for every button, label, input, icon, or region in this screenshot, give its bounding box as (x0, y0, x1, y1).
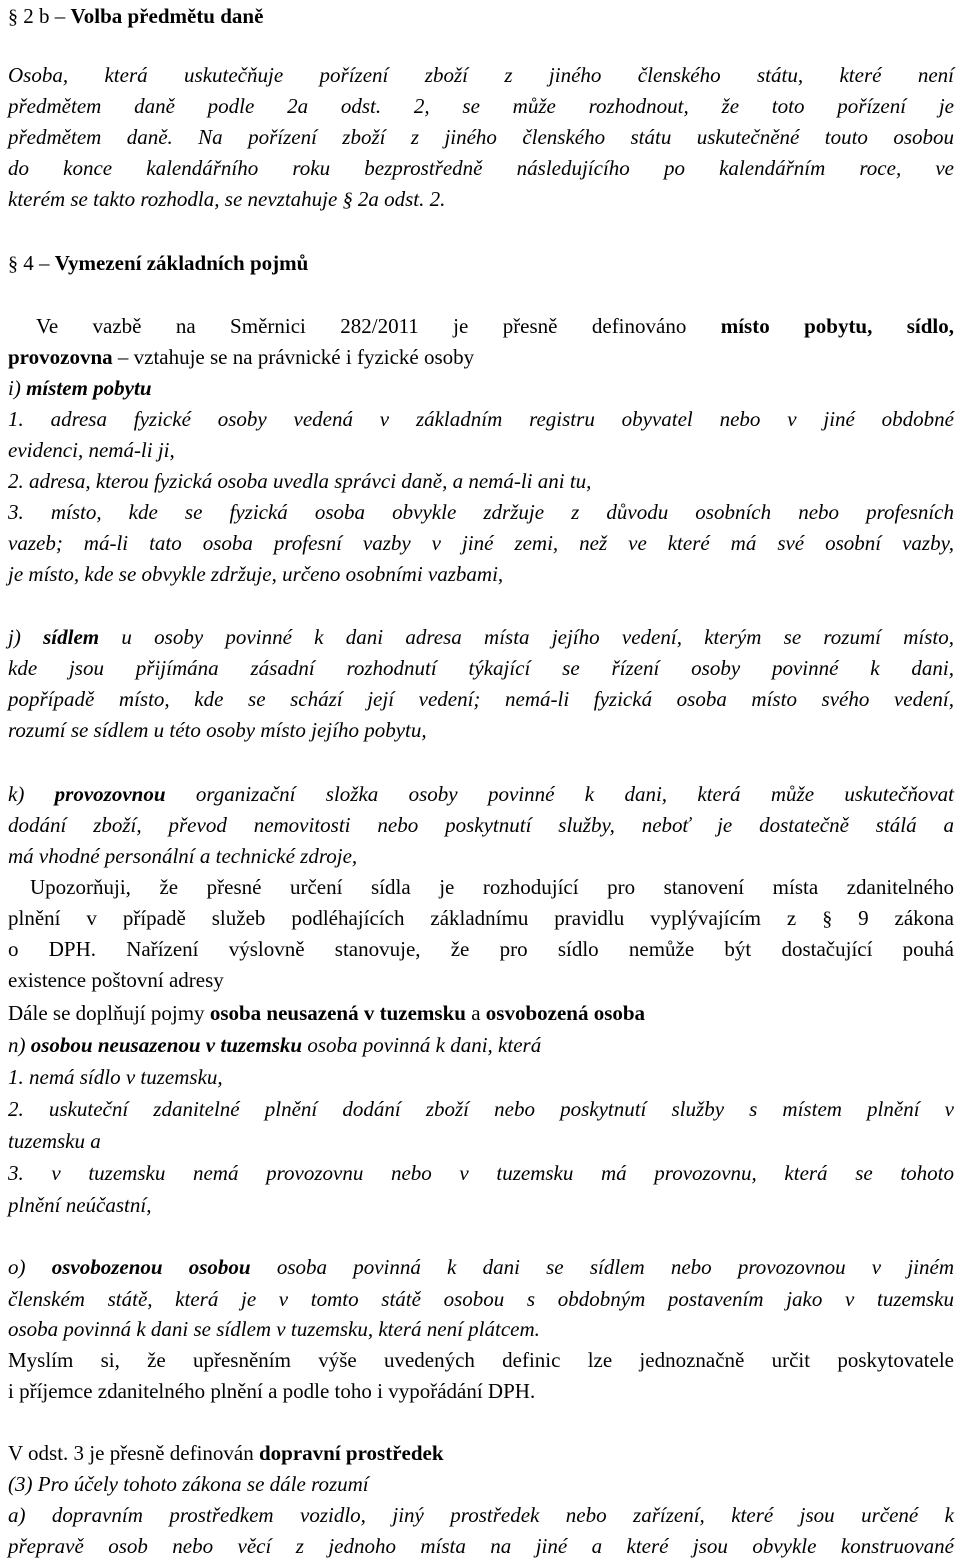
paragraph-line: členském státě, která je v tomto státě osobou s obdobným postavením jako v tuzemsku (8, 1287, 954, 1311)
paragraph-line: 2. adresa, kterou fyzická osoba uvedla správci daně, a nemá-li ani tu, (8, 469, 592, 493)
definition-heading (8, 1254, 954, 1280)
text: 9 zákona (832, 906, 955, 930)
bold-term: místem pobytu (26, 376, 152, 400)
text: osoba povinná k dani, která (302, 1033, 542, 1057)
paragraph-line: přepravě osob nebo věcí z jednoho místa na jiné a které jsou obvykle konstruované (8, 1534, 954, 1558)
paragraph-line: popřípadě místo, kde se schází její vedení; nemá-li fyzická osoba místo svého vedení, (8, 687, 954, 711)
paragraph-line: 1. nemá sídlo v tuzemsku, (8, 1065, 223, 1089)
paragraph-line: i příjemce zdanitelného plnění a podle toho i vypořádání DPH. (8, 1379, 536, 1403)
paragraph-line: existence poštovní adresy (8, 968, 224, 992)
definition-heading (8, 1032, 954, 1058)
paragraph-line: 3. místo, kde se fyzická osoba obvykle zdržuje z důvodu osobních nebo profesních (8, 500, 954, 524)
paragraph-line: je místo, kde se obvykle zdržuje, určeno osobními vazbami, (8, 562, 504, 586)
text: a (465, 1001, 486, 1025)
text: k) (8, 782, 55, 806)
text: n) (8, 1033, 31, 1057)
text: – vztahuje se na právnické i fyzické osoby (112, 345, 475, 369)
text: plnění v případě služeb podléhajících základnímu pravidlu vyplývajícím z (8, 906, 823, 930)
text: Dále se doplňují pojmy (8, 1001, 210, 1025)
bold-term: osobou neusazenou v tuzemsku (30, 1033, 303, 1057)
text: u osoby povinné k dani adresa místa jejího vedení, kterým se rozumí místo, (99, 625, 955, 649)
section-number: 4 – (18, 251, 55, 275)
paragraph-line (8, 186, 954, 212)
paragraph-line: evidenci, nemá-li ji, (8, 438, 175, 462)
section-sign: § (342, 189, 353, 211)
paragraph-line: osoba povinná k dani se sídlem v tuzemsku, která není plátcem. (8, 1317, 540, 1341)
section-heading-4 (8, 250, 954, 276)
bold-term: osvobozená osoba (485, 1001, 646, 1025)
definition-heading (8, 375, 954, 401)
text: kterém se takto rozhodla, se nevztahuje (8, 187, 343, 211)
paragraph-line: (3) Pro účely tohoto zákona se dále rozumí (8, 1472, 369, 1496)
paragraph-line: 1. adresa fyzické osoby vedená v základním registru obyvatel nebo v jiné obdobné (8, 407, 954, 431)
paragraph-line (8, 344, 954, 370)
section-number: 2 b – (23, 4, 71, 28)
paragraph-line: má vhodné personální a technické zdroje, (8, 844, 358, 868)
paragraph-line: Upozorňuji, že přesné určení sídla je rozhodující pro stanovení místa zdanitelného (30, 875, 954, 899)
text: osoba povinná k dani se sídlem nebo provozovnou v jiném (250, 1255, 954, 1279)
paragraph-line (36, 313, 954, 339)
section-sign: § (8, 253, 18, 275)
text: j) (8, 625, 44, 649)
text: organizační složka osoby povinné k dani, která může uskutečňovat (165, 782, 954, 806)
section-title: Volba předmětu daně (70, 4, 264, 28)
paragraph-line: rozumí se sídlem u této osoby místo jejího pobytu, (8, 718, 427, 742)
paragraph-line: dodání zboží, převod nemovitosti nebo poskytnutí služby, neboť je dostatečně stálá a (8, 813, 954, 837)
paragraph-line: 2. uskuteční zdanitelné plnění dodání zboží nebo poskytnutí služby s místem plnění v (8, 1097, 954, 1121)
text: 2a odst. 2. (352, 187, 446, 211)
paragraph-line: o DPH. Nařízení výslovně stanovuje, že pro sídlo nemůže být dostačující pouhá (8, 937, 954, 961)
paragraph-line: do konce kalendářního roku bezprostředně následujícího po kalendářním roce, ve (8, 156, 954, 180)
section-title: Vymezení základních pojmů (54, 251, 309, 275)
paragraph-line: Myslím si, že upřesněním výše uvedených definic lze jednoznačně určit poskytovatele (8, 1348, 954, 1372)
paragraph-line (8, 1000, 954, 1026)
section-sign: § (8, 6, 18, 28)
paragraph-line: předmětem daně podle 2a odst. 2, se může rozhodnout, že toto pořízení je (8, 94, 954, 118)
bold-term: provozovnou (54, 782, 166, 806)
section-sign: § (822, 908, 833, 930)
bold-term: dopravní prostředek (258, 1441, 444, 1465)
paragraph-line (8, 905, 954, 931)
definition-heading (8, 781, 954, 807)
definition-heading (8, 624, 954, 650)
bold-term: provozovna (8, 345, 113, 369)
text: V odst. 3 je přesně definován (8, 1441, 259, 1465)
paragraph-line: a) dopravním prostředkem vozidlo, jiný prostředek nebo zařízení, které jsou určené k (8, 1503, 954, 1527)
bold-term: sídlem (43, 625, 100, 649)
paragraph-line (8, 1440, 954, 1466)
paragraph-line: 3. v tuzemsku nemá provozovnu nebo v tuzemsku má provozovnu, která se tohoto (8, 1161, 954, 1185)
text: o) (8, 1255, 52, 1279)
paragraph-line: plnění neúčastní, (8, 1193, 152, 1217)
bold-term: osvobozenou osobou (51, 1255, 251, 1279)
bold-term: místo pobytu, sídlo, (720, 314, 955, 338)
paragraph-line: vazeb; má-li tato osoba profesní vazby v jiné zemi, než ve které má své osobní vazby, (8, 531, 954, 555)
text: Ve vazbě na Směrnici 282/2011 je přesně definováno (36, 314, 721, 338)
paragraph-line: kde jsou přijímána zásadní rozhodnutí týkající se řízení osoby povinné k dani, (8, 656, 954, 680)
paragraph-line: předmětem daně. Na pořízení zboží z jiného členského státu uskutečněné touto osobou (8, 125, 954, 149)
paragraph-line: tuzemsku a (8, 1129, 101, 1153)
section-heading-2b (8, 3, 954, 29)
text: i) (8, 376, 27, 400)
bold-term: osoba neusazená v tuzemsku (209, 1001, 466, 1025)
paragraph-line: Osoba, která uskutečňuje pořízení zboží z jiného členského státu, které není (8, 63, 954, 87)
